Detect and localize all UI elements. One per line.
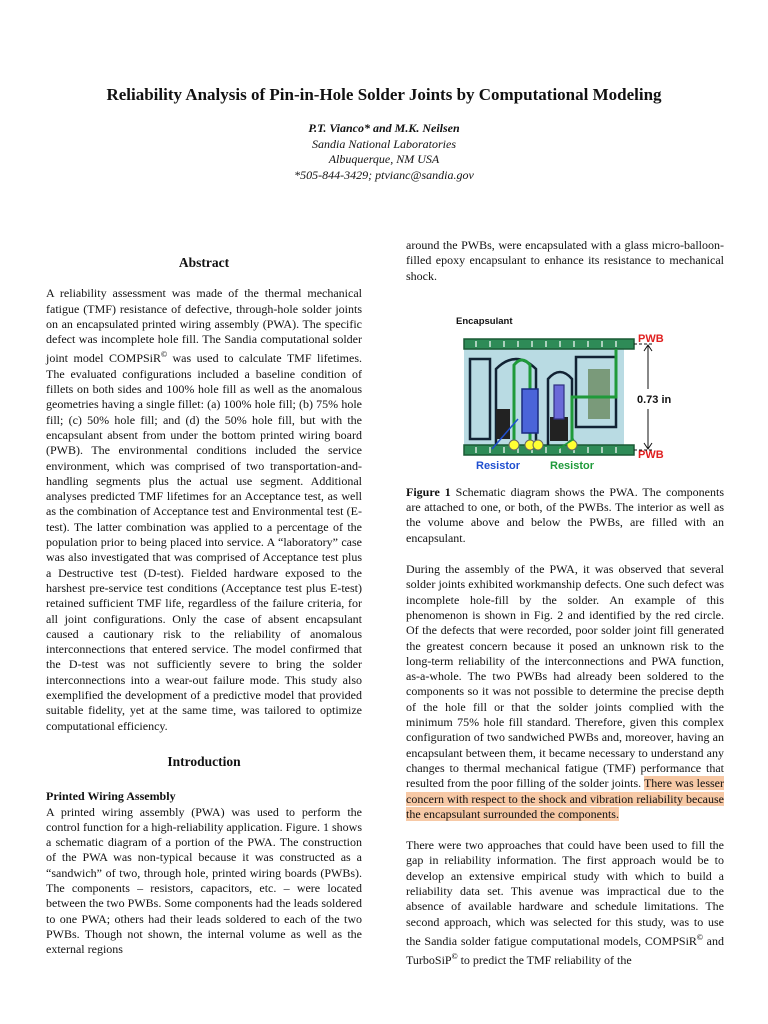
figure-1	[456, 309, 700, 471]
body-paragraph-3	[406, 838, 724, 968]
paper-title: Reliability Analysis of Pin-in-Hole Solder Joints by Computational Modeling	[106, 85, 662, 104]
abstract-text	[46, 286, 362, 734]
abstract-heading: Abstract	[178, 255, 230, 270]
author-affiliation: Sandia National Laboratories	[311, 136, 457, 151]
left-column	[46, 255, 362, 957]
label-resistor-green: Resistor	[550, 459, 595, 471]
body-paragraph-2	[406, 562, 724, 822]
author-block	[0, 121, 768, 183]
label-resistor-blue: Resistor	[476, 459, 521, 471]
continued-text: around the PWBs, were encapsulated with a glass micro-balloon-filled epoxy encapsulant to enhance its resistance to mechanical shock.	[406, 238, 724, 283]
figure-caption-text: Schematic diagram shows the PWA. The components are attached to one, or both, of the PWBs. The interior as well as the volume above and below the PWBs, are filled with an encapsulant.	[406, 484, 724, 545]
resistor-blue	[522, 389, 538, 433]
paragraph-3-text-c: to predict the TMF reliability of the	[457, 953, 632, 968]
paragraph-3-text-a: There were two approaches that could have been used to fill the gap in reliability information. The first approach would be to develop an extensive empirical study with which to build a reliability data set. This avenue was impractical due to the absence of available hardware and schedule limitations. The second approach, which was selected for this study, was to use the Sandia solder fatigue computational models, COMPSiR	[406, 838, 724, 948]
label-encapsulant: Encapsulant	[456, 315, 513, 327]
copyright-mark-3: ©	[451, 952, 458, 962]
introduction-text: A printed wiring assembly (PWA) was used to perform the control function for a high-reliability application. Figure. 1 shows a schematic diagram of a portion of the PWA. The construction of the PWA was non-typical because it was constructed as a “sandwich” of two, through hole, printed wiring boards (PWBs). The components – resistors, capacitors, etc. – were located between the two PWBs. Some components had the leads soldered to one PWA; others had their leads soldered to each of the two PWBs. Though not shown, the internal volume as well as the external regions	[46, 804, 362, 957]
pwa-schematic	[456, 309, 700, 471]
figure-caption-label: Figure 1	[406, 484, 451, 499]
abstract-text-part1: A reliability assessment was made of the thermal mechanical fatigue (TMF) resistance of defective, through-hole solder joints on an encapsulated printed wiring assembly (PWA). The specific defect was incomplete hole fill. The Sandia computational solder joint model COMPSiR	[46, 286, 362, 366]
subsection-heading: Printed Wiring Assembly	[46, 789, 176, 804]
abstract-text-part2: was used to calculate TMF lifetimes. The evaluated configurations included a baseline condition of fillets on both sides and 100% hole fill as well as the anomalous geometries having a single fillet: (a) 100% hole fill; (b) 75% hole fill; (c) 50% hole fill; and (d) the 50% hole fill, but with the encapsulant absent from under the bottom printed wiring board (PWB). The environmental conditions included the service environment, which was comprised of two transportation-and-handling segments plus the actual use segment. Additional analyses predicted TMF lifetimes for an Acceptance test, as well as the combination of Acceptance test and Environmental test (E-test). The latter combination was applied to a percentage of the population prior to being placed into service. A “laboratory” case was also investigated that was comprised of Acceptance test plus a Destructive test (D-test). Fielded hardware exposed to the harshest pre-service test conditions (Acceptance test plus E-test) retained sufficient TMF life, regardless of the failure criteria, for all joint configurations. Only the case of absent encapsulant caused a cautionary risk to the reliability of anomalous interconnections that entered service. The model confirmed that the D-test was not sufficiently severe to bring the solder interconnections into a wear-out failure mode. This study also exemplified the development of a predictive model that provided suitable fidelity, yet at the same time, was tailored to optimize computational efficiency.	[46, 351, 362, 733]
label-dimension: 0.73 in	[637, 393, 672, 406]
copyright-mark-2: ©	[696, 932, 703, 942]
label-pwb-top: PWB	[638, 332, 664, 345]
introduction-heading: Introduction	[167, 753, 241, 769]
paragraph-3-text-b: and TurboSiP	[406, 933, 725, 968]
paragraph-2-text: During the assembly of the PWA, it was observed that several solder joints exhibited workmanship defects. One such defect was incomplete hole-fill by the solder. An example of this phenomenon is shown in Fig. 2 and identified by the red circle. Of the defects that were recorded, poor solder joint fill generated the greatest concern because it posed an unknown risk to the long-term reliability of the interconnections and PWA function, as-a-whole. The two PWBs had already been soldered to the components so it was not possible to determine the precise depth of the hole fill or that the solder joints complied with the minimum 75% hole fill standard. Therefore, given this complex configuration of two sandwiched PWBs and, moreover, having an encapsulant between them, it became necessary to understand any changes to thermal mechanical fatigue (TMF) performance that resulted from the poor filling of the solder joints.	[406, 562, 724, 791]
highlighted-text: There was lesser concern with respect to the shock and vibration reliability because the encapsulant surrounded the components.	[406, 776, 724, 821]
copyright-mark: ©	[161, 350, 167, 360]
author-names: P.T. Vianco* and M.K. Neilsen	[308, 121, 460, 135]
author-location: Albuquerque, NM USA	[328, 152, 440, 166]
label-pwb-bottom: PWB	[638, 448, 664, 461]
figure-caption	[406, 485, 724, 546]
right-column	[406, 238, 724, 969]
author-contact: *505-844-3429; ptvianc@sandia.gov	[294, 167, 474, 182]
